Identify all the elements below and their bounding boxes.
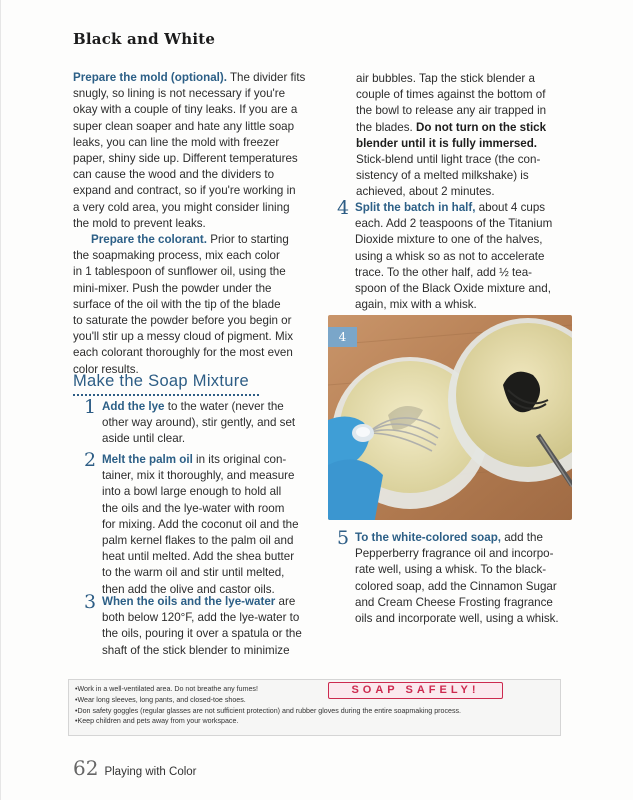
step-4-photo	[328, 315, 572, 520]
photo-step-badge: 4	[328, 327, 357, 347]
step-number: 3	[84, 591, 97, 613]
step-text: Melt the palm oil in its original con- tainer, mix it thoroughly, and measure into a bowl large enough to hold all the oils and the lye-water with room for mixing. Add the coconut oil and the palm kernel flakes to the palm oil and heat until melted. Add the shea butter to the warm oil and stir until melted, then add the olive and castor oils.	[102, 453, 299, 596]
section-divider	[73, 394, 259, 396]
page-number: 62	[73, 756, 99, 780]
safety-banner: SOAP SAFELY!	[328, 682, 503, 699]
step-text: Add the lye to the water (never the other way around), stir gently, and set aside until clear.	[102, 400, 296, 446]
safety-item: • Keep children and pets away from your workspace.	[75, 716, 560, 727]
safety-item: • Don safety goggles (regular glasses are not sufficient protection) and rubber gloves during the entire soapmaking process.	[75, 706, 560, 717]
step-number: 2	[84, 449, 97, 471]
step-number: 5	[337, 527, 350, 549]
step-text: Split the batch in half, about 4 cups each. Add 2 teaspoons of the Titanium Dioxide mixture to one of the halves, using a whisk so as not to accelerate trace. To the other half, add ½ tea- spoon of the Black Oxide mixture and, again, mix with a whisk.	[355, 201, 553, 312]
step-text: When the oils and the lye-water are both below 120°F, add the lye-water to the oils, pouring it over a spatula or the shaft of the stick blender to minimize	[102, 595, 302, 657]
chapter-title: Black and White	[73, 30, 216, 48]
safety-item: • Wear long sleeves, long pants, and closed-toe shoes.	[75, 695, 560, 706]
step-3-continued: air bubbles. Tap the stick blender a couple of times against the bottom of the bowl to release any air trapped in the blades. Do not turn on the stick blender until it is fully immersed. Stick-blend until light trace (the con- sistency of a melted milkshake) is achieved, about 2 minutes.	[356, 72, 547, 199]
step-number: 1	[84, 396, 97, 418]
page-footer	[73, 756, 197, 780]
left-column	[73, 70, 313, 378]
right-column-continuation	[356, 71, 571, 201]
paragraph-heading: Prepare the mold (optional).	[73, 71, 227, 84]
footer-section-title: Playing with Color	[104, 766, 197, 778]
section-title: Make the Soap Mixture	[73, 372, 249, 390]
paragraph-heading: Prepare the colorant.	[91, 233, 207, 247]
paragraph-prepare-colorant: Prepare the colorant. Prior to starting the soapmaking process, mix each color in 1 tablespoon of sunflower oil, using the mini-mixer. Push the powder under the surface of the oil with the tip of the blade to saturate the powder before you begin or you'll stir up a messy cloud of pigment. Mix each colorant thoroughly for the most even color results.	[73, 233, 294, 376]
step-text: To the white-colored soap, add the Pepperberry fragrance oil and incorpo- rate well, using a whisk. To the black- colored soap, add the Cinnamon Sugar and Cream Cheese Frosting fragrance oils and incorporate well, using a whisk.	[355, 531, 559, 626]
safety-item: • Work in a well-ventilated area. Do not breathe any fumes!	[75, 684, 560, 695]
paragraph-prepare-mold: Prepare the mold (optional). The divider fits snugly, so lining is not necessary if you're okay with a couple of tiny leaks. If you are a super clean soaper and hate any little soap leaks, you can line the mold with freezer paper, shiny side up. Different temperatures can cause the wood and the dividers to expand and contract, so if you're working in a very cold area, you might consider lining the mold to prevent leaks.	[73, 71, 306, 230]
step-number: 4	[337, 197, 350, 219]
